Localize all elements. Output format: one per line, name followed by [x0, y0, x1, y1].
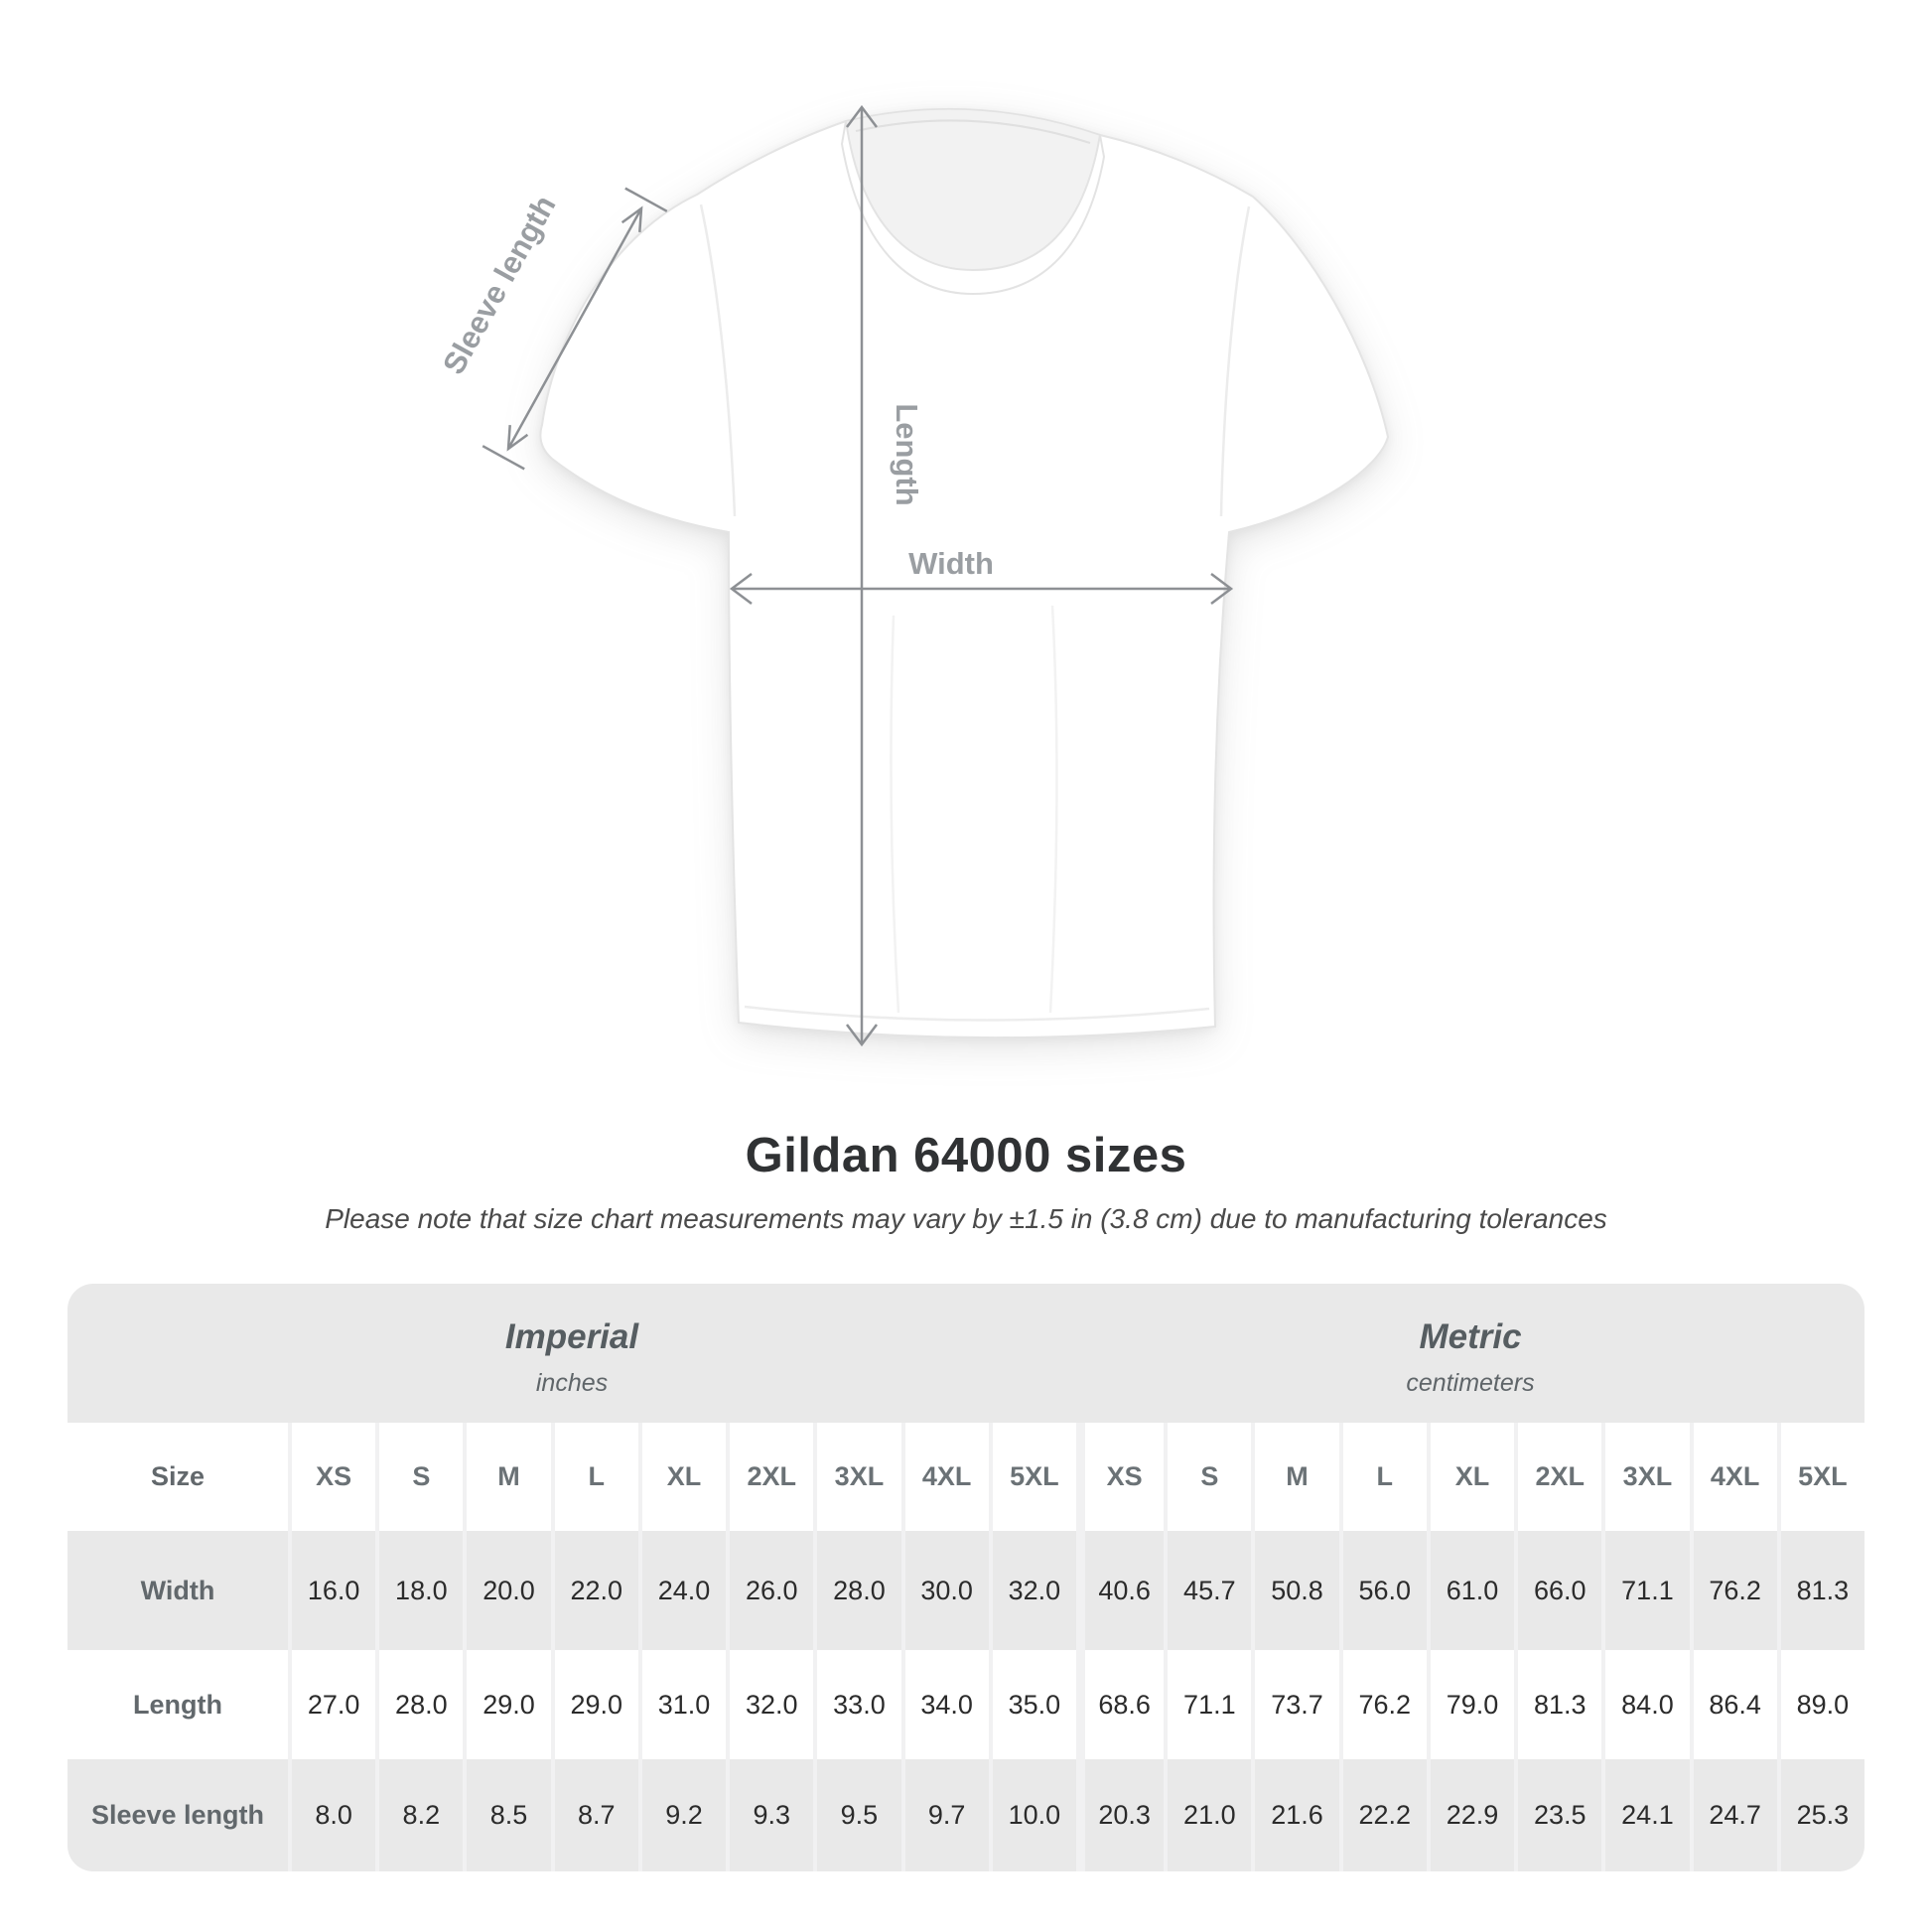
size-col-metric-xl: XL [1427, 1423, 1514, 1531]
size-header-cell: Size [150, 1461, 206, 1491]
value-cell: 25.3 [1777, 1759, 1864, 1871]
metric-unit: centimeters [1406, 1368, 1535, 1397]
width-row-label: Width [140, 1575, 215, 1605]
metric-label: Metric [1419, 1316, 1522, 1356]
length-label: Length [890, 403, 924, 506]
size-col-imperial-3xl: 3XL [813, 1423, 900, 1531]
value-cell: 31.0 [638, 1650, 726, 1759]
value-cell: 76.2 [1690, 1531, 1777, 1650]
value-cell: 22.9 [1427, 1759, 1514, 1871]
value-cell: 24.1 [1601, 1759, 1689, 1871]
value-cell: 35.0 [989, 1650, 1076, 1759]
value-cell: 23.5 [1514, 1759, 1601, 1871]
value-cell: 29.0 [551, 1650, 638, 1759]
value-cell: 73.7 [1251, 1650, 1338, 1759]
value-cell: 21.0 [1164, 1759, 1251, 1871]
sleeve-end-cap-bottom [483, 446, 524, 469]
value-cell: 50.8 [1251, 1531, 1338, 1650]
value-cell: 18.0 [375, 1531, 463, 1650]
size-col-imperial-xl: XL [638, 1423, 726, 1531]
value-cell: 9.2 [638, 1759, 726, 1871]
sleeve-end-cap-top [625, 189, 667, 211]
value-cell: 40.6 [1076, 1531, 1164, 1650]
page-title: Gildan 64000 sizes [745, 1129, 1187, 1182]
sleeve-arrowhead-bottom [508, 425, 527, 449]
value-cell: 81.3 [1514, 1650, 1601, 1759]
value-cell: 45.7 [1164, 1531, 1251, 1650]
value-cell: 27.0 [288, 1650, 375, 1759]
size-col-imperial-4xl: 4XL [901, 1423, 989, 1531]
tolerance-note: Please note that size chart measurements may vary by ±1.5 in (3.8 cm) due to manufacturing tolerances [325, 1203, 1607, 1234]
size-col-imperial-m: M [463, 1423, 550, 1531]
size-col-metric-4xl: 4XL [1690, 1423, 1777, 1531]
value-cell: 84.0 [1601, 1650, 1689, 1759]
size-col-imperial-5xl: 5XL [989, 1423, 1076, 1531]
value-cell: 24.0 [638, 1531, 726, 1650]
value-cell: 86.4 [1690, 1650, 1777, 1759]
value-cell: 9.7 [901, 1759, 989, 1871]
value-cell: 89.0 [1777, 1650, 1864, 1759]
size-table [68, 1284, 1864, 1871]
value-cell: 28.0 [375, 1650, 463, 1759]
size-col-imperial-xs: XS [288, 1423, 375, 1531]
value-cell: 71.1 [1164, 1650, 1251, 1759]
value-cell: 32.0 [989, 1531, 1076, 1650]
value-cell: 8.0 [288, 1759, 375, 1871]
sleeve-length-label: Sleeve length [436, 190, 563, 380]
value-cell: 81.3 [1777, 1531, 1864, 1650]
sleeve-length-row [68, 1759, 1864, 1871]
size-col-metric-3xl: 3XL [1601, 1423, 1689, 1531]
size-col-metric-m: M [1251, 1423, 1338, 1531]
value-cell: 22.0 [551, 1531, 638, 1650]
value-cell: 20.0 [463, 1531, 550, 1650]
imperial-label: Imperial [504, 1316, 639, 1356]
value-cell: 21.6 [1251, 1759, 1338, 1871]
value-cell: 71.1 [1601, 1531, 1689, 1650]
size-header-row [68, 1423, 1864, 1531]
value-cell: 9.3 [726, 1759, 813, 1871]
value-cell: 68.6 [1076, 1650, 1164, 1759]
value-cell: 8.7 [551, 1759, 638, 1871]
value-cell: 20.3 [1076, 1759, 1164, 1871]
size-col-imperial-2xl: 2XL [726, 1423, 813, 1531]
value-cell: 8.2 [375, 1759, 463, 1871]
imperial-unit: inches [535, 1368, 609, 1397]
value-cell: 66.0 [1514, 1531, 1601, 1650]
imperial-group-header [68, 1284, 1076, 1423]
value-cell: 22.2 [1339, 1759, 1427, 1871]
sleeve-arrowhead-top [622, 208, 641, 232]
value-cell: 28.0 [813, 1531, 900, 1650]
value-cell: 16.0 [288, 1531, 375, 1650]
size-col-imperial-s: S [375, 1423, 463, 1531]
value-cell: 33.0 [813, 1650, 900, 1759]
metric-group-header [1076, 1284, 1864, 1423]
width-label: Width [908, 546, 994, 581]
length-row-label: Length [133, 1689, 222, 1720]
size-col-metric-2xl: 2XL [1514, 1423, 1601, 1531]
value-cell: 9.5 [813, 1759, 900, 1871]
value-cell: 29.0 [463, 1650, 550, 1759]
value-cell: 61.0 [1427, 1531, 1514, 1650]
unit-group-band [68, 1284, 1864, 1423]
value-cell: 26.0 [726, 1531, 813, 1650]
size-col-metric-xs: XS [1076, 1423, 1164, 1531]
value-cell: 24.7 [1690, 1759, 1777, 1871]
length-row [68, 1650, 1864, 1759]
size-col-metric-5xl: 5XL [1777, 1423, 1864, 1531]
value-cell: 79.0 [1427, 1650, 1514, 1759]
size-col-imperial-l: L [551, 1423, 638, 1531]
size-col-metric-l: L [1339, 1423, 1427, 1531]
value-cell: 10.0 [989, 1759, 1076, 1871]
size-col-metric-s: S [1164, 1423, 1251, 1531]
value-cell: 30.0 [901, 1531, 989, 1650]
value-cell: 34.0 [901, 1650, 989, 1759]
value-cell: 56.0 [1339, 1531, 1427, 1650]
width-row [68, 1531, 1864, 1650]
value-cell: 8.5 [463, 1759, 550, 1871]
value-cell: 76.2 [1339, 1650, 1427, 1759]
value-cell: 32.0 [726, 1650, 813, 1759]
sleeve-row-label: Sleeve length [90, 1800, 265, 1830]
